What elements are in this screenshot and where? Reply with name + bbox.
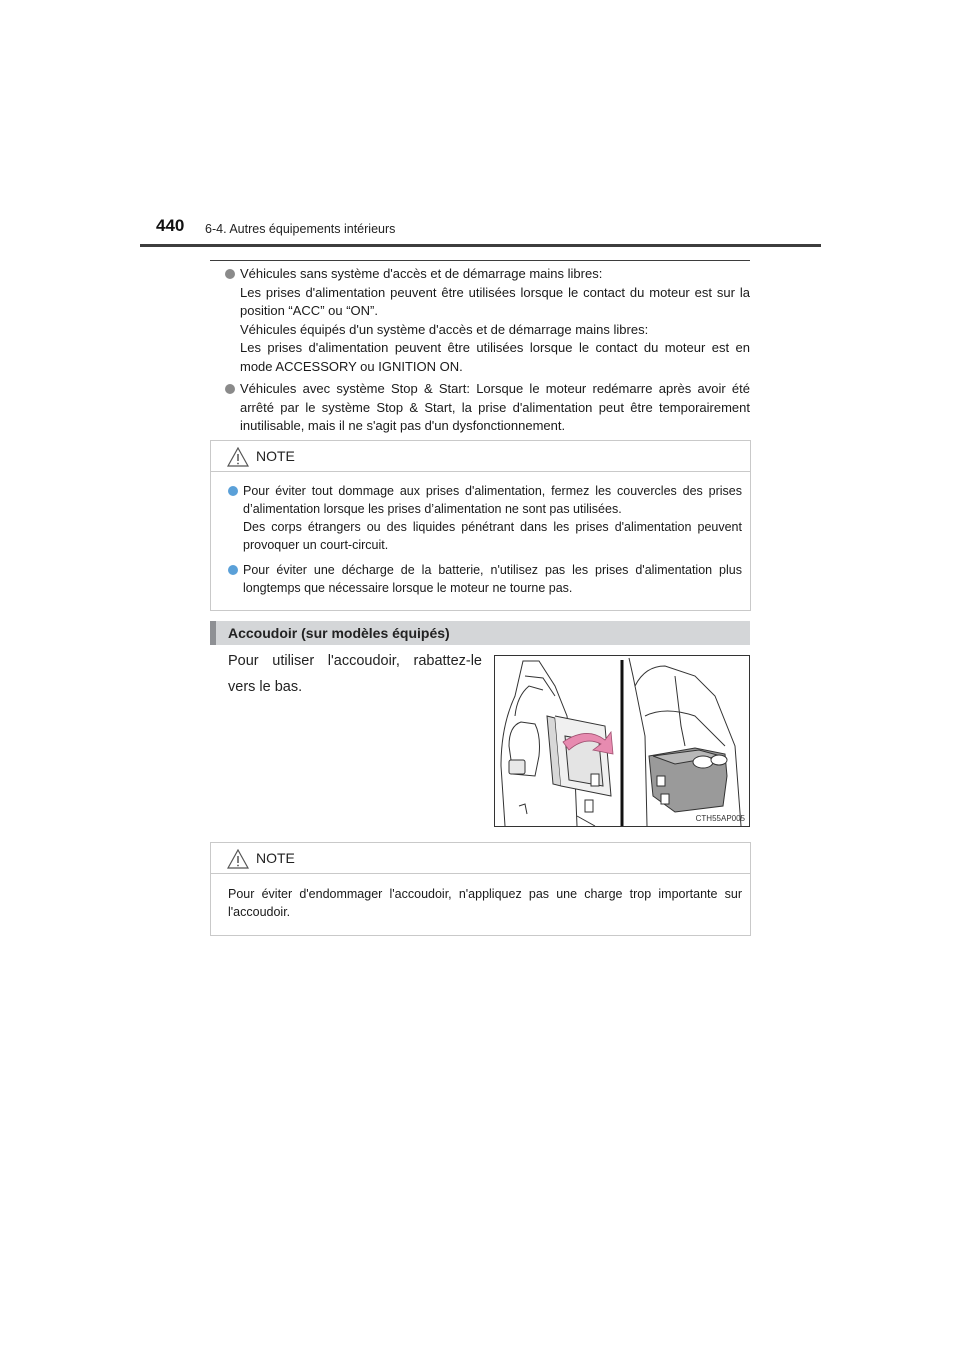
bullet-line: Véhicules équipés d'un système d'accès et de démarrage mains libres: xyxy=(240,321,649,337)
note-box-power-outlets xyxy=(210,440,751,611)
note-header xyxy=(211,441,750,472)
list-item xyxy=(225,482,742,554)
armrest-instruction: Pour utiliser l'accoudoir, rabattez-le vers le bas. xyxy=(228,653,482,695)
header-rule xyxy=(140,244,821,247)
note-label: NOTE xyxy=(256,448,295,464)
note-line: Pour éviter une décharge de la batterie, n'utilisez pas les prises d'alimentation plus longtemps que nécessaire lorsque le moteur ne tourne pas. xyxy=(243,563,742,595)
content-top-rule xyxy=(210,260,750,261)
section-heading: Accoudoir (sur modèles équipés) xyxy=(228,625,450,641)
note-label: NOTE xyxy=(256,850,295,866)
bullet-line: Les prises d'alimentation peuvent être utilisées lorsque le contact du moteur est en mode ACCESSORY ou IGNITION ON. xyxy=(240,340,750,374)
armrest-illustration xyxy=(494,655,750,827)
figure-code: CTH55AP005 xyxy=(695,814,745,823)
page-number: 440 xyxy=(156,216,185,235)
section-title: 6-4. Autres équipements intérieurs xyxy=(205,222,396,236)
warning-triangle-icon xyxy=(227,447,249,467)
note-body xyxy=(211,874,750,931)
bullet-dot-icon xyxy=(228,486,238,496)
list-item xyxy=(222,265,750,376)
bullet-line: Les prises d'alimentation peuvent être utilisées lorsque le contact du moteur est sur la position “ACC” ou “ON”. xyxy=(240,284,750,318)
bullet-dot-icon xyxy=(225,384,235,394)
list-item xyxy=(222,380,750,436)
bullet-list xyxy=(222,265,750,436)
armrest-drawing-icon xyxy=(495,656,749,826)
note-box-armrest xyxy=(210,842,751,936)
note-text: Pour éviter d'endommager l'accoudoir, n'appliquez pas une charge trop importante sur l'accoudoir. xyxy=(228,887,742,919)
note-line: Des corps étrangers ou des liquides pénétrant dans les prises d'alimentation peuvent provoquer un court-circuit. xyxy=(243,520,742,552)
section-heading-bar xyxy=(210,621,750,645)
bullet-dot-icon xyxy=(225,269,235,279)
list-item xyxy=(225,561,742,597)
note-header xyxy=(211,843,750,874)
bullet-line: Véhicules avec système Stop & Start: Lorsque le moteur redémarre après avoir été arrêté par le système Stop & Start, la prise d'alimentation peut être temporairement inutilisable, mais il ne s'agit pas d'un dysfonctionnement. xyxy=(240,381,750,433)
bullet-line: Véhicules sans système d'accès et de démarrage mains libres: xyxy=(240,266,603,281)
note-line: Pour éviter tout dommage aux prises d'alimentation, fermez les couvercles des prises d’alimentation lorsque les prises d’alimentation ne sont pas utilisées. xyxy=(243,484,742,516)
warning-triangle-icon xyxy=(227,849,249,869)
note-body xyxy=(211,472,750,614)
bullet-dot-icon xyxy=(228,565,238,575)
